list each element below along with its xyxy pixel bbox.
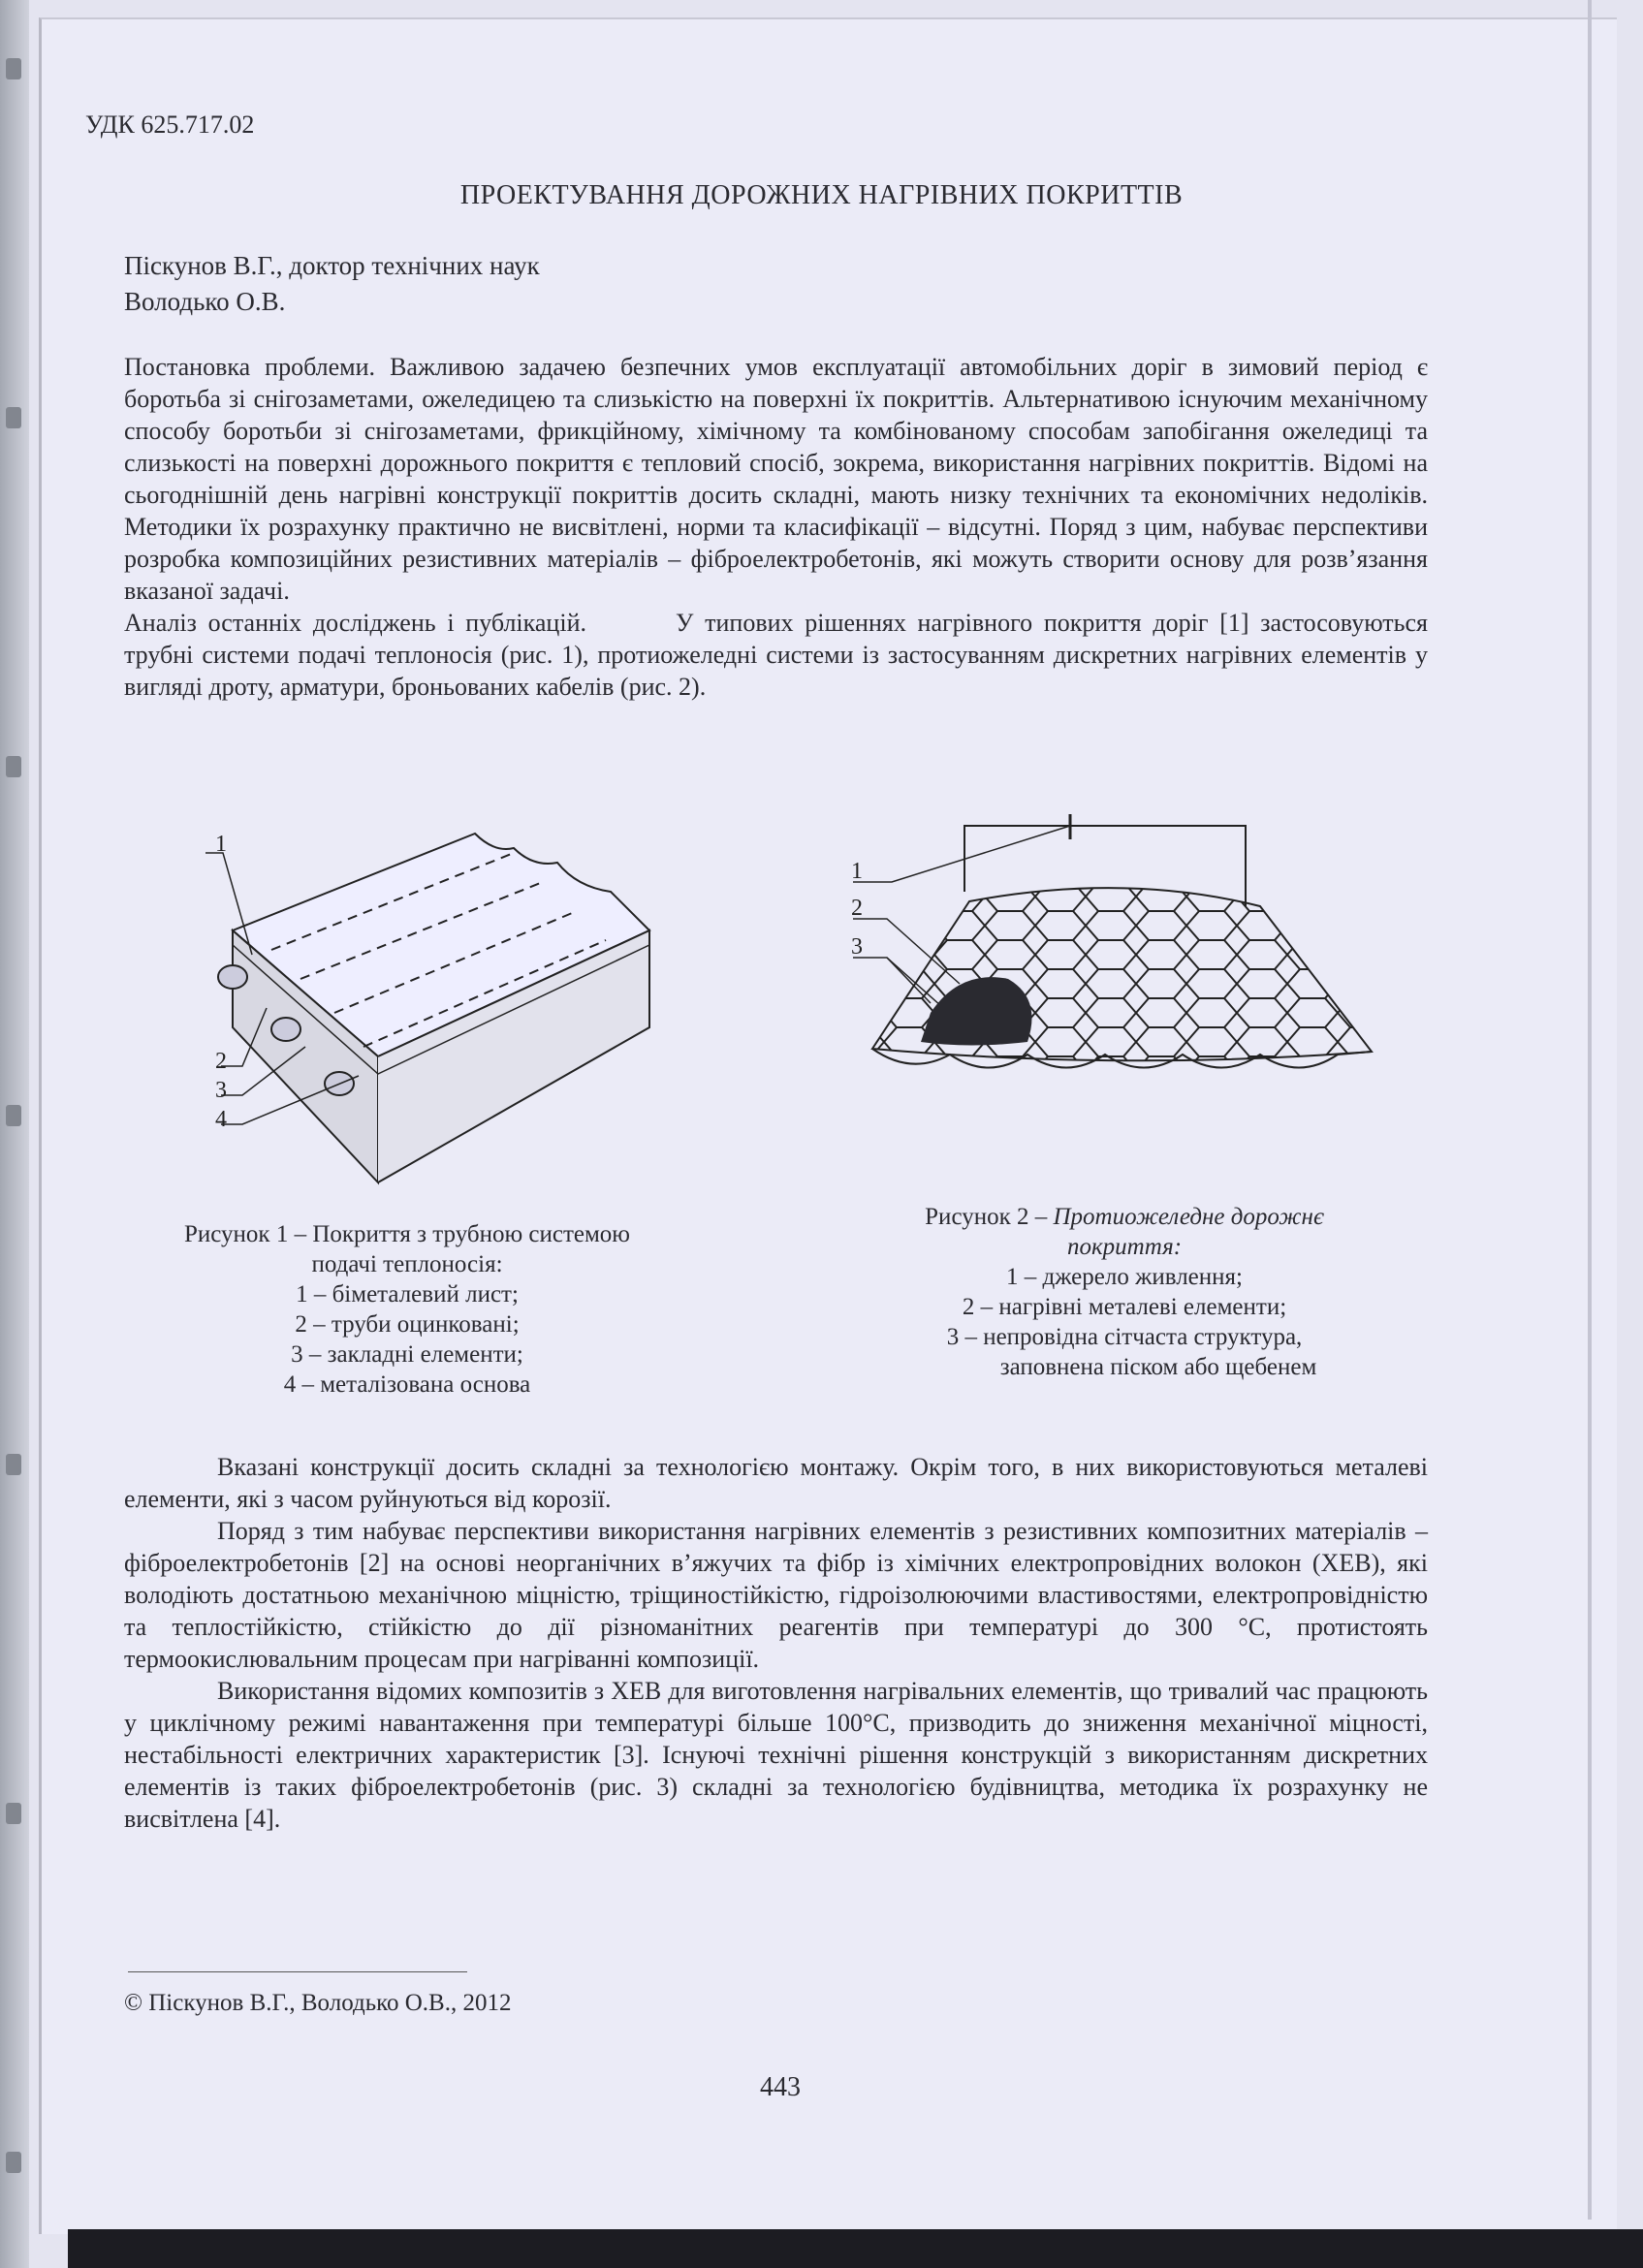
caption-item: 3 – непровідна сітчаста структура, bbox=[946, 1324, 1303, 1350]
caption-line: 2 – труби оцинковані; bbox=[295, 1311, 520, 1338]
scan-border bbox=[68, 2229, 1643, 2268]
caption-line: Рисунок 1 – Покриття з трубною системою bbox=[184, 1221, 630, 1247]
literature-review-text: У типових рішеннях нагрівного покриття доріг [1] застосовуються трубні системи подачі теплоносія (рис. 1), протиожеледні системи із застосуванням дискретних нагрівних елементів у вигляді дроту, арматури, броньованих кабелів (рис. 2). bbox=[124, 609, 1428, 701]
figure-1-drawing bbox=[194, 814, 679, 1192]
figure-1-label: 4 bbox=[215, 1107, 227, 1132]
caption-line: 4 – металізована основа bbox=[283, 1371, 531, 1398]
body-paragraph: Поряд з тим набуває перспективи використання нагрівних елементів з резистивних композитних матеріалів – фіброелектробетонів [2] на основі неорганічних в’яжучих та фібр із хімічних електропровідних волокон (ХЕВ), які володіють достатньою механічною міцністю, тріщиностійкістю, гідроізолюючими властивостями, електропровідністю та теплостійкістю, стійкістю до дії різноманітних реагентів при температурі до 300 °С, протистоять термоокислювальним процесам при нагріванні композиції. bbox=[124, 1517, 1428, 1673]
figure-1-caption bbox=[136, 1219, 679, 1400]
binder-hole bbox=[6, 1105, 21, 1126]
body-paragraph: Використання відомих композитів з ХЕВ для виготовлення нагрівальних елементів, що тривалий час працюють у циклічному режимі навантаження при температурі більше 100°С, призводить до зниження механічної міцності, нестабільності електричних характеристик [3]. Існуючі технічні рішення конструкцій з використанням дискретних елементів із таких фіброелектробетонів (рис. 3) складні за технологією будівництва, методика їх розрахунку не висвітлена [4]. bbox=[124, 1677, 1428, 1833]
caption-line: 1 – біметалевий лист; bbox=[296, 1281, 519, 1307]
article-title: ПРОЕКТУВАННЯ ДОРОЖНИХ НАГРІВНИХ ПОКРИТТІВ bbox=[459, 180, 1184, 210]
caption-prefix: Рисунок 2 – bbox=[925, 1204, 1048, 1230]
author-1: Піскунов В.Г., доктор технічних наук bbox=[124, 251, 540, 280]
binder-hole bbox=[6, 2152, 21, 2173]
body-section bbox=[124, 1451, 1428, 1835]
copyright-footnote: © Піскунов В.Г., Володько О.В., 2012 bbox=[124, 1990, 512, 2016]
caption-item: 1 – джерело живлення; bbox=[1006, 1264, 1243, 1290]
binder-hole bbox=[6, 407, 21, 428]
page-number: 443 bbox=[760, 2072, 801, 2102]
honeycomb-coating-diagram bbox=[834, 795, 1386, 1095]
page-edge bbox=[1588, 0, 1592, 2220]
figure-1-label: 3 bbox=[215, 1078, 227, 1103]
caption-title: Протиожеледне дорожнє bbox=[1053, 1204, 1324, 1230]
author-2: Володько О.В. bbox=[124, 287, 286, 316]
body-paragraph: Вказані конструкції досить складні за технологією монтажу. Окрім того, в них використовуються металеві елементи, які з часом руйнуються від корозії. bbox=[124, 1453, 1428, 1513]
binder-strip bbox=[0, 0, 29, 2268]
figure-2-label: 1 bbox=[851, 859, 863, 884]
figure-1-label: 1 bbox=[215, 832, 227, 857]
caption-line: 3 – закладні елементи; bbox=[291, 1341, 523, 1368]
caption-item: заповнена піском або щебенем bbox=[999, 1354, 1317, 1380]
udk-code: УДК 625.717.02 bbox=[85, 110, 255, 139]
intro-section bbox=[124, 351, 1428, 703]
figure-2-label: 2 bbox=[851, 896, 863, 921]
binder-hole bbox=[6, 1454, 21, 1475]
caption-item: 2 – нагрівні металеві елементи; bbox=[962, 1294, 1287, 1320]
binder-hole bbox=[6, 756, 21, 777]
problem-statement: Постановка проблеми. Важливою задачею безпечних умов експлуатації автомобільних доріг в зимовий період є боротьба зі снігозаметами, ожеледицею та слизькістю на поверхні їх покриттів. Альтернативою існуючим механічному способу боротьби зі снігозаметами, фрикційному, хімічному та комбінованому способам запобігання ожеледиці та слизькості на поверхні дорожнього покриття є тепловий спосіб, зокрема, використання нагрівних покриттів. Відомі на сьогоднішній день нагрівні конструкції покриттів досить складні, мають низку технічних та економічних недоліків. Методики їх розрахунку практично не висвітлені, норми та класифікації – відсутні. Поряд з цим, набуває перспективи розробка композиційних резистивних матеріалів – фіброелектробетонів, які можуть створити основу для розв’язання вказаної задачі. bbox=[124, 353, 1428, 605]
footnote-divider bbox=[128, 1971, 467, 1972]
pipe-system-diagram bbox=[194, 814, 679, 1192]
binder-hole bbox=[6, 1803, 21, 1824]
figure-2-drawing bbox=[834, 795, 1386, 1095]
caption-title: покриття: bbox=[1066, 1234, 1183, 1260]
binder-hole bbox=[6, 58, 21, 79]
literature-review-heading: Аналіз останніх досліджень і публікацій. bbox=[124, 609, 586, 637]
literature-review bbox=[124, 607, 1428, 703]
figure-2-label: 3 bbox=[851, 934, 863, 960]
figure-1-label: 2 bbox=[215, 1049, 227, 1074]
caption-line: подачі теплоносія: bbox=[311, 1251, 503, 1277]
figure-2-caption bbox=[853, 1202, 1396, 1382]
